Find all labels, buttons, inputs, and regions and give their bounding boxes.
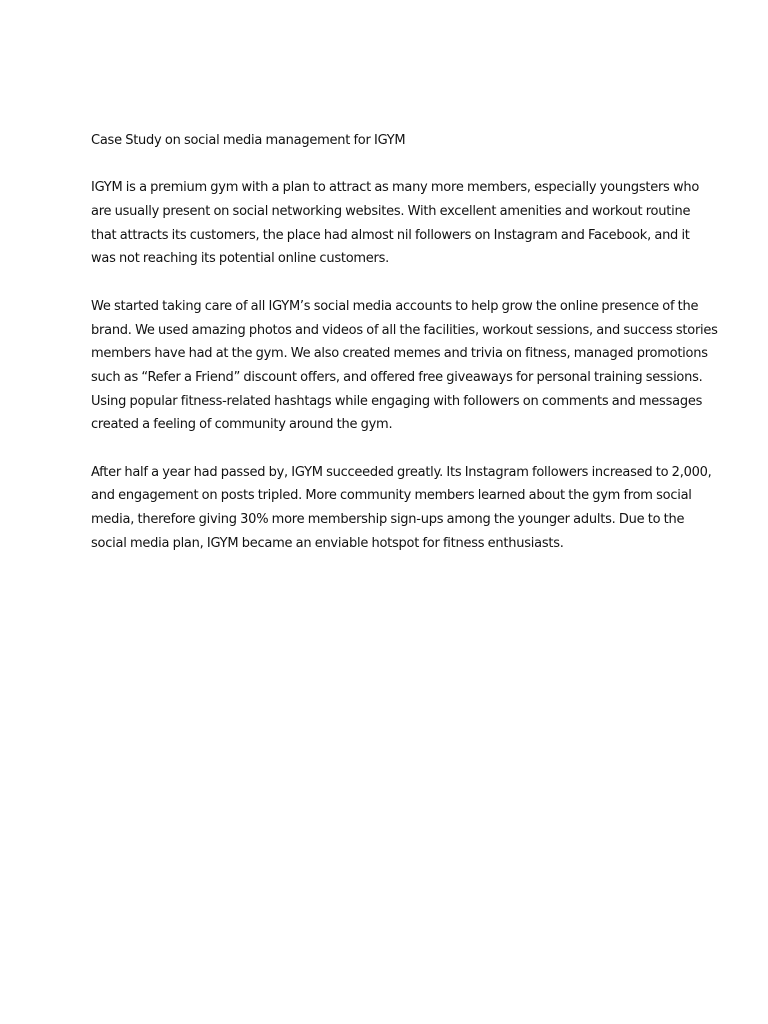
document-body: [91, 129, 718, 579]
paragraph-line: brand. We used amazing photos and videos of all the facilities, workout sessions, and success stories: [91, 322, 718, 338]
paragraph-line: social media plan, IGYM became an enviable hotspot for fitness enthusiasts.: [91, 535, 564, 551]
paragraph-line: that attracts its customers, the place had almost nil followers on Instagram and Facebook, and it: [91, 227, 690, 243]
paragraph-line: media, therefore giving 30% more membership sign-ups among the younger adults. Due to the: [91, 512, 685, 527]
paragraph-approach: [91, 295, 718, 437]
paragraph-line: IGYM is a premium gym with a plan to attract as many more members, especially youngsters who: [91, 180, 700, 196]
paragraph-line: and engagement on posts tripled. More community members learned about the gym from social: [91, 488, 692, 504]
paragraph-line: After half a year had passed by, IGYM succeeded greatly. Its Instagram followers increased to 2,000,: [91, 464, 712, 480]
paragraph-line: such as “Refer a Friend” discount offers, and offered free giveaways for personal training sessions.: [91, 369, 703, 385]
document-title: Case Study on social media management for IGYM: [91, 133, 406, 148]
paragraph-line: Using popular fitness-related hashtags while engaging with followers on comments and messages: [91, 393, 703, 409]
paragraph-line: was not reaching its potential online customers.: [91, 251, 390, 267]
paragraph-line: members have had at the gym. We also created memes and trivia on fitness, managed promotions: [91, 346, 708, 362]
paragraph-intro: [91, 176, 701, 271]
paragraph-results: [91, 461, 712, 556]
paragraph-line: created a feeling of community around the gym.: [91, 417, 393, 433]
paragraph-line: We started taking care of all IGYM’s social media accounts to help grow the online presence of the: [91, 298, 699, 314]
paragraph-line: are usually present on social networking websites. With excellent amenities and workout routine: [91, 204, 691, 220]
